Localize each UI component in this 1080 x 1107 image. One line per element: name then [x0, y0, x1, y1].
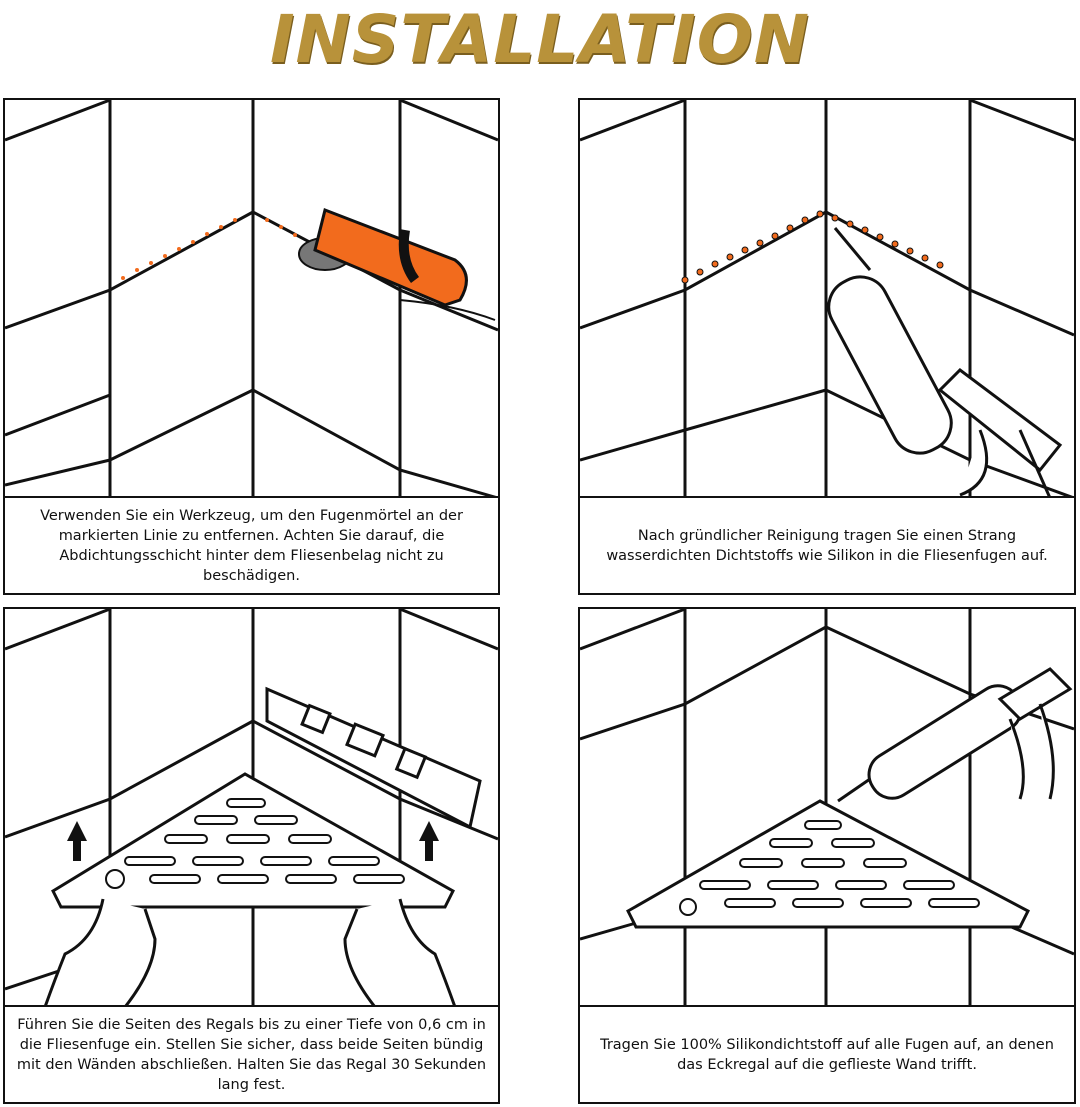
page-title: INSTALLATION [269, 1, 811, 78]
step-3-caption: Führen Sie die Seiten des Regals bis zu einer Tiefe von 0,6 cm in die Fliesenfuge ein. Stellen Sie sicher, dass beide Seiten bündig mit den Wänden abschließen. Halten Sie das Regal 30 Sekunden lang fest. [5, 1005, 498, 1102]
shelf-and-level-icon [5, 609, 498, 1007]
caulking-gun-icon [580, 100, 1074, 498]
step-3-panel [3, 607, 500, 1104]
shelf-sealing-icon [580, 609, 1074, 1007]
step-1-caption: Verwenden Sie ein Werkzeug, um den Fugenmörtel an der markierten Linie zu entfernen. Achten Sie darauf, die Abdichtungsschicht hinter dem Fliesenbelag nicht zu beschädigen. [5, 496, 498, 593]
step-4-caption: Tragen Sie 100% Silikondichtstoff auf alle Fugen auf, an denen das Eckregal auf die geflieste Wand trifft. [580, 1005, 1074, 1102]
grout-removal-tool-icon [5, 100, 498, 498]
step-2-panel [578, 98, 1076, 595]
step-4-panel [578, 607, 1076, 1104]
step-2-caption: Nach gründlicher Reinigung tragen Sie einen Strang wasserdichten Dichtstoffs wie Silikon in die Fliesenfugen auf. [580, 496, 1074, 593]
step-1-panel [3, 98, 500, 595]
